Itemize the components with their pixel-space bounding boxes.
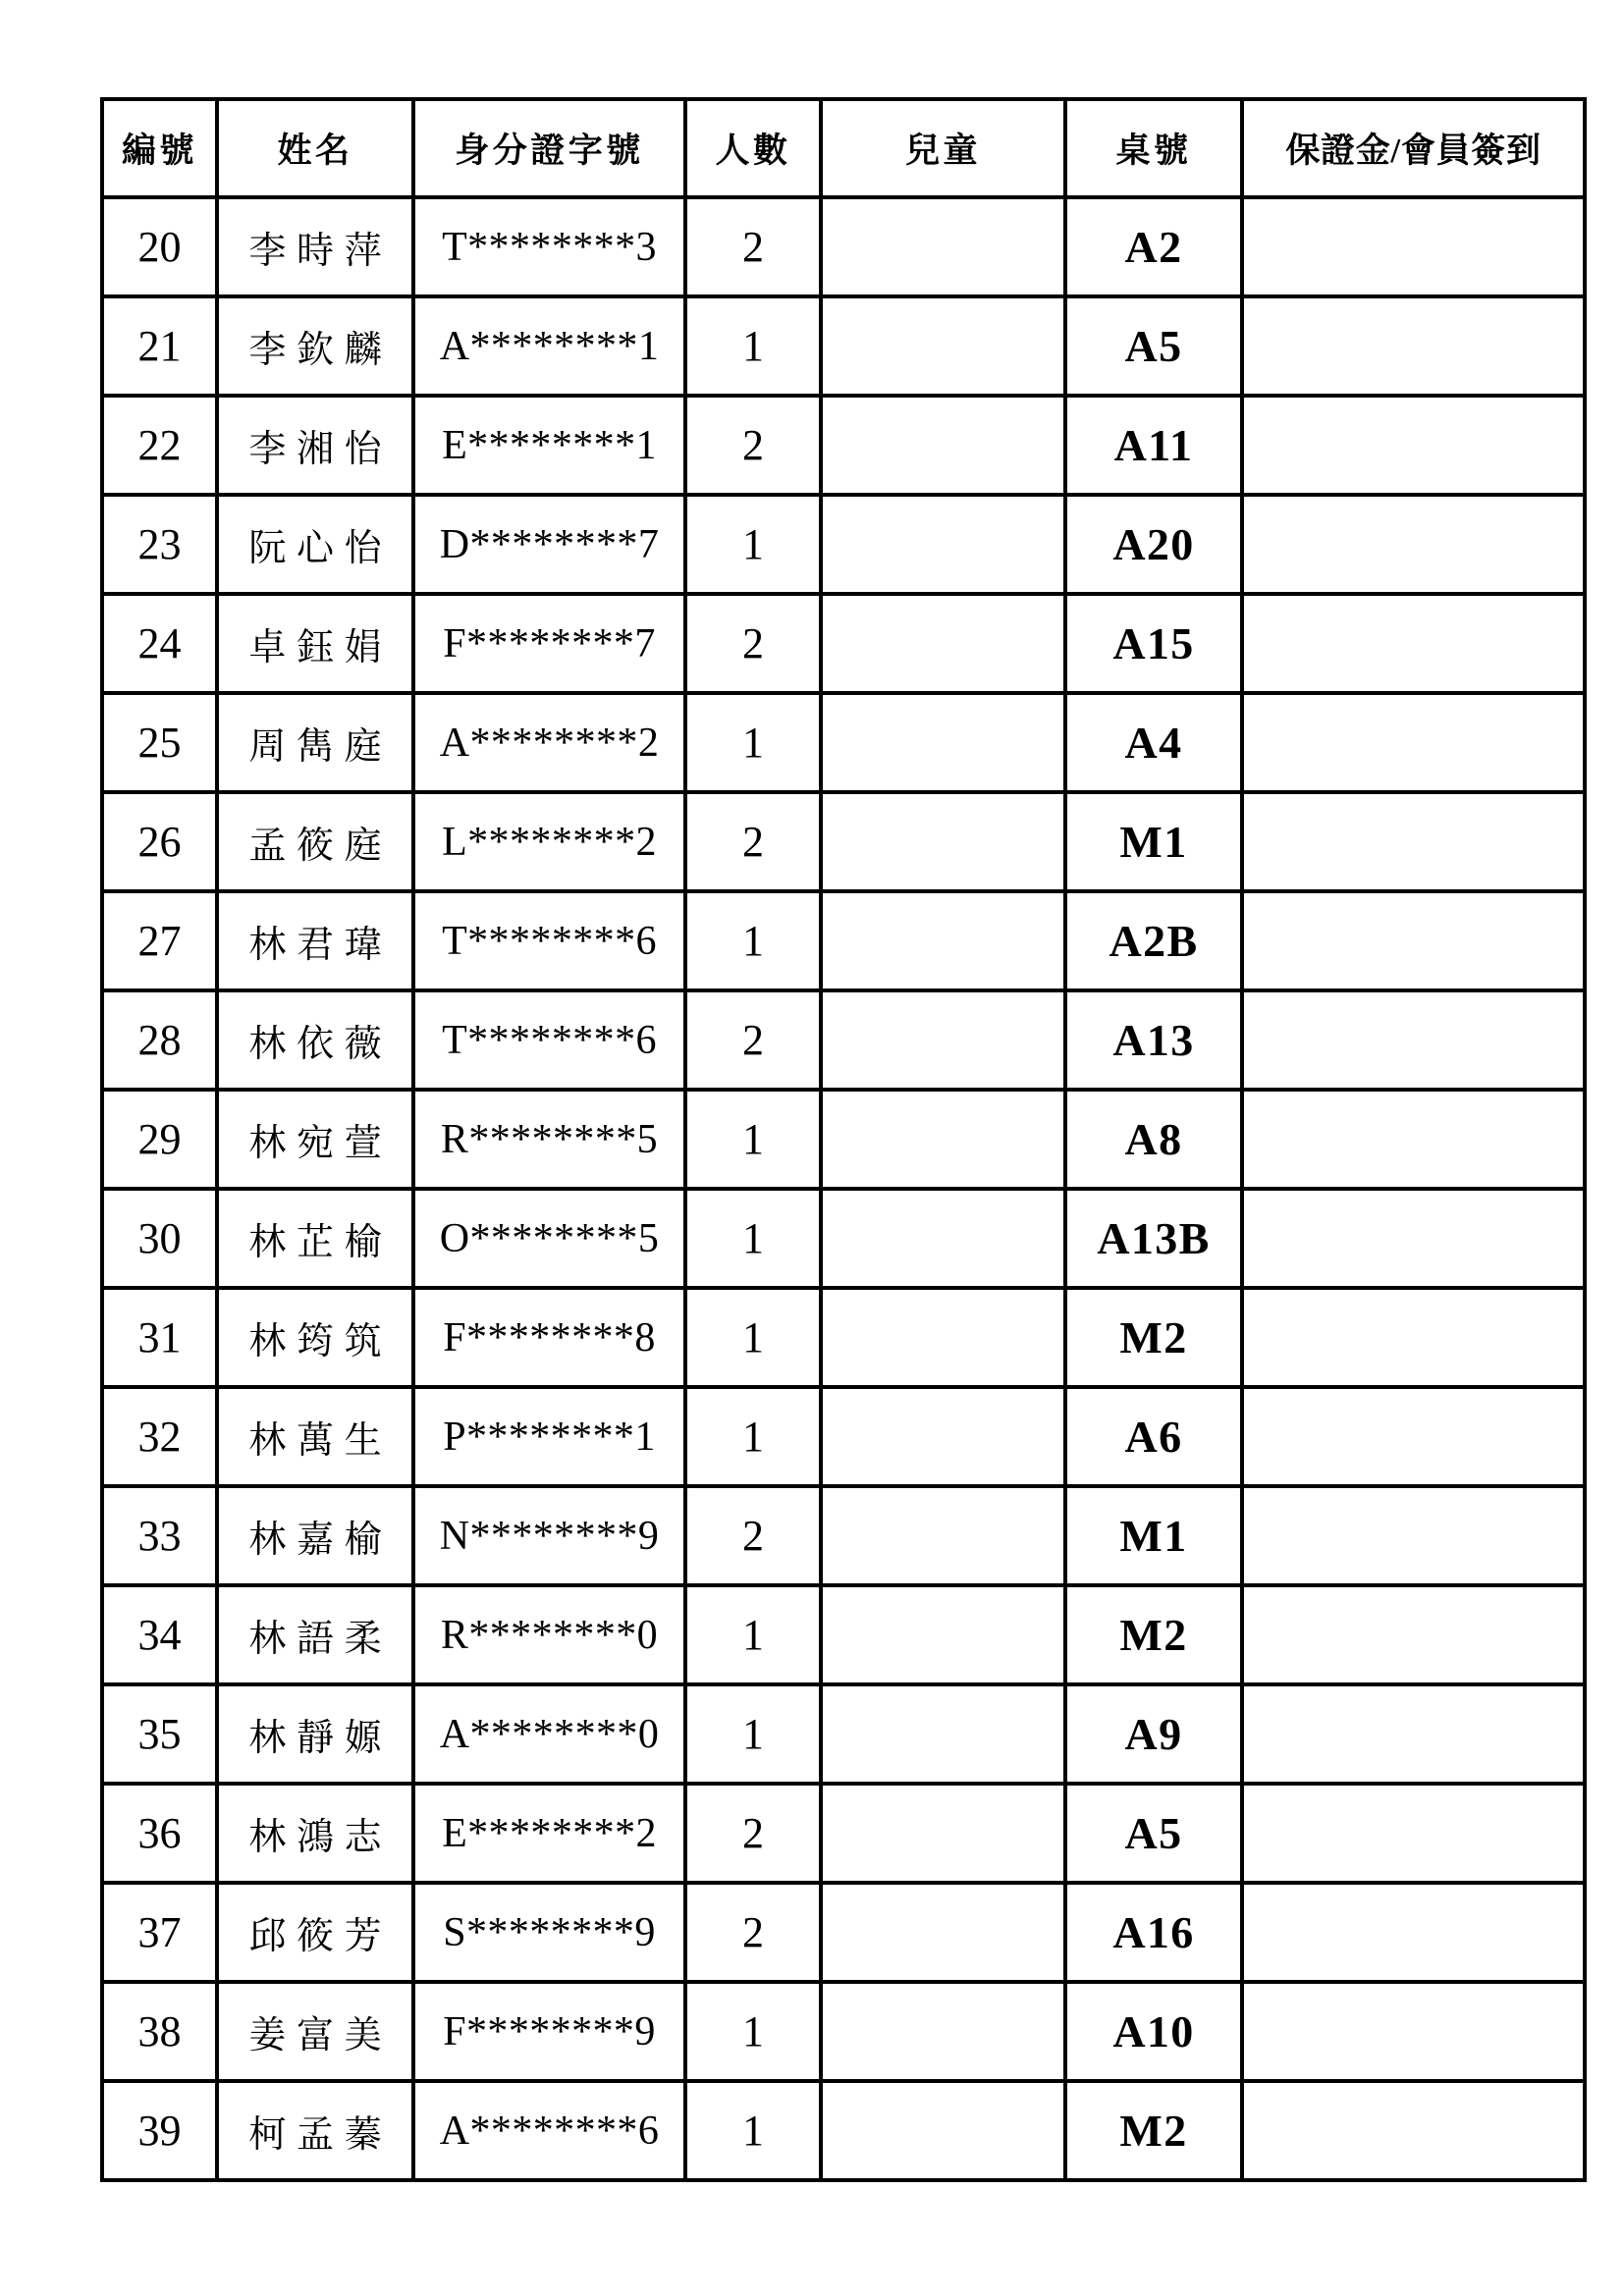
- table-row: [102, 1486, 1585, 1585]
- signin-cell: [1242, 792, 1585, 891]
- table-row: [102, 1585, 1585, 1684]
- table-row: [102, 1684, 1585, 1784]
- name-cell: 林語柔: [217, 1585, 413, 1684]
- id-cell: 26: [102, 792, 217, 891]
- table-row: [102, 594, 1585, 693]
- children-cell: [821, 891, 1065, 990]
- count-cell: 2: [685, 1784, 821, 1883]
- id-cell: 20: [102, 197, 217, 296]
- id_number-cell: T********3: [413, 197, 685, 296]
- count-cell: 2: [685, 792, 821, 891]
- id_number-cell: L********2: [413, 792, 685, 891]
- table-header-row: [102, 99, 1585, 197]
- table-row: [102, 1288, 1585, 1387]
- children-cell: [821, 1189, 1065, 1288]
- name-cell: 李湘怡: [217, 396, 413, 495]
- table-row: [102, 2081, 1585, 2180]
- id_number-cell: D********7: [413, 495, 685, 594]
- id_number-cell: T********6: [413, 990, 685, 1090]
- children-cell: [821, 693, 1065, 792]
- children-cell: [821, 1486, 1065, 1585]
- column-header-name: 姓名: [217, 99, 413, 197]
- id-cell: 37: [102, 1883, 217, 1982]
- count-cell: 1: [685, 296, 821, 396]
- id-cell: 39: [102, 2081, 217, 2180]
- id-cell: 22: [102, 396, 217, 495]
- table-row: [102, 495, 1585, 594]
- count-cell: 1: [685, 693, 821, 792]
- children-cell: [821, 2081, 1065, 2180]
- id-cell: 35: [102, 1684, 217, 1784]
- name-cell: 林依薇: [217, 990, 413, 1090]
- signin-cell: [1242, 197, 1585, 296]
- signin-cell: [1242, 1883, 1585, 1982]
- signin-cell: [1242, 1387, 1585, 1486]
- table_no-cell: M1: [1065, 792, 1242, 891]
- children-cell: [821, 594, 1065, 693]
- column-header-signin: 保證金/會員簽到: [1242, 99, 1585, 197]
- table-row: [102, 197, 1585, 296]
- column-header-id: 編號: [102, 99, 217, 197]
- table_no-cell: A5: [1065, 1784, 1242, 1883]
- signin-cell: [1242, 1585, 1585, 1684]
- id_number-cell: E********1: [413, 396, 685, 495]
- table_no-cell: A11: [1065, 396, 1242, 495]
- signin-cell: [1242, 1090, 1585, 1189]
- id-cell: 29: [102, 1090, 217, 1189]
- children-cell: [821, 1684, 1065, 1784]
- count-cell: 2: [685, 990, 821, 1090]
- table-row: [102, 1883, 1585, 1982]
- signin-cell: [1242, 1189, 1585, 1288]
- children-cell: [821, 990, 1065, 1090]
- table_no-cell: A10: [1065, 1982, 1242, 2081]
- children-cell: [821, 1288, 1065, 1387]
- count-cell: 2: [685, 197, 821, 296]
- children-cell: [821, 1585, 1065, 1684]
- table_no-cell: A5: [1065, 296, 1242, 396]
- signin-cell: [1242, 594, 1585, 693]
- table-row: [102, 1784, 1585, 1883]
- name-cell: 李時萍: [217, 197, 413, 296]
- count-cell: 1: [685, 495, 821, 594]
- count-cell: 1: [685, 891, 821, 990]
- id-cell: 32: [102, 1387, 217, 1486]
- id-cell: 28: [102, 990, 217, 1090]
- id-cell: 27: [102, 891, 217, 990]
- signin-cell: [1242, 1982, 1585, 2081]
- signin-cell: [1242, 2081, 1585, 2180]
- column-header-children: 兒童: [821, 99, 1065, 197]
- table_no-cell: A16: [1065, 1883, 1242, 1982]
- id_number-cell: F********7: [413, 594, 685, 693]
- signin-cell: [1242, 1684, 1585, 1784]
- table-row: [102, 792, 1585, 891]
- table_no-cell: A15: [1065, 594, 1242, 693]
- table_no-cell: M1: [1065, 1486, 1242, 1585]
- column-header-id_number: 身分證字號: [413, 99, 685, 197]
- id_number-cell: F********9: [413, 1982, 685, 2081]
- id_number-cell: A********6: [413, 2081, 685, 2180]
- table_no-cell: A2B: [1065, 891, 1242, 990]
- id_number-cell: A********2: [413, 693, 685, 792]
- signin-cell: [1242, 1784, 1585, 1883]
- count-cell: 1: [685, 1288, 821, 1387]
- children-cell: [821, 1982, 1065, 2081]
- count-cell: 2: [685, 1883, 821, 1982]
- id-cell: 34: [102, 1585, 217, 1684]
- id_number-cell: O********5: [413, 1189, 685, 1288]
- name-cell: 姜富美: [217, 1982, 413, 2081]
- count-cell: 1: [685, 1982, 821, 2081]
- count-cell: 2: [685, 1486, 821, 1585]
- name-cell: 阮心怡: [217, 495, 413, 594]
- column-header-count: 人數: [685, 99, 821, 197]
- name-cell: 林萬生: [217, 1387, 413, 1486]
- name-cell: 邱筱芳: [217, 1883, 413, 1982]
- children-cell: [821, 1387, 1065, 1486]
- children-cell: [821, 495, 1065, 594]
- table_no-cell: A4: [1065, 693, 1242, 792]
- id_number-cell: N********9: [413, 1486, 685, 1585]
- children-cell: [821, 197, 1065, 296]
- signin-cell: [1242, 990, 1585, 1090]
- children-cell: [821, 792, 1065, 891]
- count-cell: 1: [685, 1684, 821, 1784]
- id-cell: 25: [102, 693, 217, 792]
- signin-cell: [1242, 1288, 1585, 1387]
- count-cell: 1: [685, 1387, 821, 1486]
- table-row: [102, 296, 1585, 396]
- table-row: [102, 1090, 1585, 1189]
- id_number-cell: T********6: [413, 891, 685, 990]
- count-cell: 2: [685, 396, 821, 495]
- id-cell: 31: [102, 1288, 217, 1387]
- name-cell: 林靜嫄: [217, 1684, 413, 1784]
- count-cell: 1: [685, 1585, 821, 1684]
- signin-cell: [1242, 495, 1585, 594]
- children-cell: [821, 1883, 1065, 1982]
- id-cell: 38: [102, 1982, 217, 2081]
- name-cell: 林鴻志: [217, 1784, 413, 1883]
- table-row: [102, 990, 1585, 1090]
- name-cell: 林筠筑: [217, 1288, 413, 1387]
- id-cell: 23: [102, 495, 217, 594]
- id-cell: 33: [102, 1486, 217, 1585]
- signin-cell: [1242, 891, 1585, 990]
- id-cell: 24: [102, 594, 217, 693]
- column-header-table_no: 桌號: [1065, 99, 1242, 197]
- registration-table: [100, 97, 1587, 2182]
- id_number-cell: S********9: [413, 1883, 685, 1982]
- table_no-cell: M2: [1065, 1585, 1242, 1684]
- table_no-cell: A9: [1065, 1684, 1242, 1784]
- name-cell: 孟筱庭: [217, 792, 413, 891]
- name-cell: 林君瑋: [217, 891, 413, 990]
- name-cell: 周雋庭: [217, 693, 413, 792]
- id_number-cell: P********1: [413, 1387, 685, 1486]
- table-row: [102, 1387, 1585, 1486]
- id-cell: 30: [102, 1189, 217, 1288]
- id_number-cell: R********0: [413, 1585, 685, 1684]
- signin-cell: [1242, 396, 1585, 495]
- table_no-cell: A13B: [1065, 1189, 1242, 1288]
- name-cell: 卓鈺娟: [217, 594, 413, 693]
- count-cell: 1: [685, 2081, 821, 2180]
- id-cell: 36: [102, 1784, 217, 1883]
- count-cell: 1: [685, 1189, 821, 1288]
- table-row: [102, 396, 1585, 495]
- signin-cell: [1242, 296, 1585, 396]
- table_no-cell: A6: [1065, 1387, 1242, 1486]
- name-cell: 李欽麟: [217, 296, 413, 396]
- name-cell: 柯孟蓁: [217, 2081, 413, 2180]
- name-cell: 林宛萱: [217, 1090, 413, 1189]
- table_no-cell: A8: [1065, 1090, 1242, 1189]
- children-cell: [821, 1090, 1065, 1189]
- table_no-cell: A2: [1065, 197, 1242, 296]
- id_number-cell: R********5: [413, 1090, 685, 1189]
- count-cell: 2: [685, 594, 821, 693]
- table-row: [102, 891, 1585, 990]
- id_number-cell: E********2: [413, 1784, 685, 1883]
- table_no-cell: A20: [1065, 495, 1242, 594]
- name-cell: 林嘉榆: [217, 1486, 413, 1585]
- name-cell: 林芷榆: [217, 1189, 413, 1288]
- table_no-cell: M2: [1065, 2081, 1242, 2180]
- children-cell: [821, 1784, 1065, 1883]
- children-cell: [821, 296, 1065, 396]
- table-row: [102, 1982, 1585, 2081]
- count-cell: 1: [685, 1090, 821, 1189]
- table_no-cell: M2: [1065, 1288, 1242, 1387]
- table_no-cell: A13: [1065, 990, 1242, 1090]
- signin-cell: [1242, 1486, 1585, 1585]
- table-row: [102, 1189, 1585, 1288]
- signin-cell: [1242, 693, 1585, 792]
- table-row: [102, 693, 1585, 792]
- id-cell: 21: [102, 296, 217, 396]
- id_number-cell: A********0: [413, 1684, 685, 1784]
- children-cell: [821, 396, 1065, 495]
- id_number-cell: F********8: [413, 1288, 685, 1387]
- id_number-cell: A********1: [413, 296, 685, 396]
